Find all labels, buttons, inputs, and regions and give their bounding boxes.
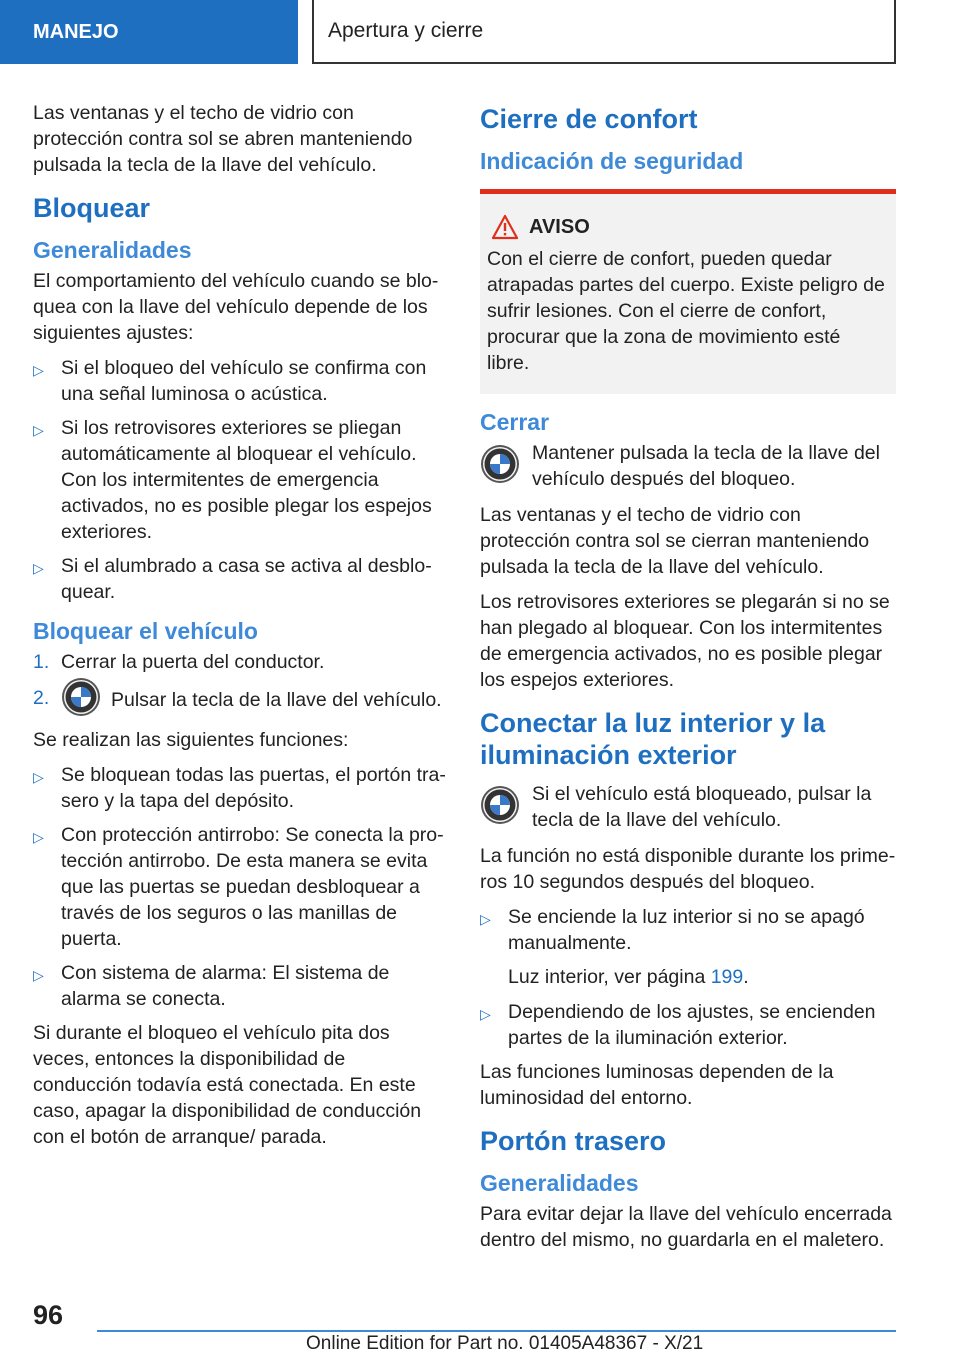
left-column [33,100,448,1159]
generalidades-list [33,355,448,605]
step-item: 2. Pulsar la tecla de la llave del vehículo. [33,685,448,717]
right-column [480,100,896,1262]
warning-header [487,214,888,240]
heading-porton-trasero: Portón trasero [480,1126,667,1156]
cerrar-key-text: Mantener pulsada la tecla de la llave del vehículo después del bloqueo. [532,442,880,490]
triangle-bullet-icon: ▷ [480,911,491,927]
triangle-bullet-icon: ▷ [33,560,44,576]
footer-divider [97,1330,896,1332]
chapter-title: Apertura y cierre [312,0,896,64]
conectar-list [480,904,896,956]
triangle-bullet-icon: ▷ [33,422,44,438]
list-item: ▷ Dependiendo de los ajustes, se encienden partes de la iluminación exterior. [480,1001,876,1049]
triangle-bullet-icon: ▷ [33,769,44,785]
list-item: ▷ Con protección antirrobo: Se conecta la protección antirrobo. De esta manera se evita que las puertas se puedan desbloquear a través de los seguros o las manillas de puerta. [33,824,444,950]
bmw-key-icon [61,677,101,717]
heading-cerrar: Cerrar [480,409,550,435]
luz-interior-reference: Luz interior, ver página 199. [508,966,749,988]
page-header [0,0,960,66]
warning-box [480,189,896,394]
list-item: ▷ Si los retrovisores exteriores se pliegan automáticamente al bloquear el vehículo. Con los intermitentes de emergencia activados, no es posible plegar los espejos exteriores. [33,417,432,543]
step-item: 1. Cerrar la puerta del conductor. [33,651,325,673]
steps-list [33,649,448,717]
list-item: ▷ Se enciende la luz interior si no se apagó manualmente. [480,906,865,954]
heading-indicacion-seguridad: Indicación de seguridad [480,148,744,174]
cerrar-key-row [480,440,896,492]
triangle-bullet-icon: ▷ [33,362,44,378]
section-label: MANEJO [0,0,298,64]
triangle-bullet-icon: ▷ [33,829,44,845]
intro-paragraph: Las ventanas y el techo de vidrio con protección contra sol se abren manteniendo pulsada la tecla de la llave del vehículo. [33,102,413,176]
conectar-key-row [480,781,896,833]
list-item: ▷ Si el alumbrado a casa se activa al desbloquear. [33,555,432,603]
functions-list [33,762,448,1012]
warning-title: AVISO [529,215,590,238]
functions-intro: Se realizan las siguientes funciones: [33,729,349,751]
page-number: 96 [33,1300,64,1330]
conectar-list-2 [480,999,896,1051]
list-item: ▷ Con sistema de alarma: El sistema de alarma se conecta. [33,962,390,1010]
conectar-paragraph-1: La función no está disponible durante los primeros 10 segundos después del bloqueo. [480,845,896,893]
heading-generalidades: Generalidades [33,237,192,263]
heading-cierre-confort: Cierre de confort [480,104,698,134]
final-paragraph: Si durante el bloqueo el vehículo pita dos veces, entonces la disponibilidad de conducción todavía está conectada. En este caso, apagar la disponibilidad de conducción con el botón de arranque/ parada. [33,1022,422,1148]
conectar-paragraph-2: Las funciones luminosas dependen de la luminosidad del entorno. [480,1061,834,1109]
page-link-199[interactable]: 199 [710,966,744,988]
heading-bloquear-vehiculo: Bloquear el vehículo [33,618,258,644]
list-item: ▷ Si el bloqueo del vehículo se confirma con una señal luminosa o acústica. [33,357,427,405]
cerrar-paragraph-1: Las ventanas y el techo de vidrio con protección contra sol se cierran manteniendo pulsada la tecla de la llave del vehículo. [480,504,870,578]
conectar-key-text: Si el vehículo está bloqueado, pulsar la tecla de la llave del vehículo. [532,783,872,831]
bmw-key-icon [480,785,520,825]
porton-text: Para evitar dejar la llave del vehículo encerrada dentro del mismo, no guardarla en el maletero. [480,1203,892,1251]
footer-edition: Online Edition for Part no. 01405A48367 - X/21 [306,1333,704,1354]
warning-triangle-icon [491,214,519,240]
bmw-key-icon [480,444,520,484]
generalidades-text: El comportamiento del vehículo cuando se bloquea con la llave del vehículo depende de los siguientes ajustes: [33,270,439,344]
heading-bloquear: Bloquear [33,193,151,223]
triangle-bullet-icon: ▷ [480,1006,491,1022]
warning-text: Con el cierre de confort, pueden quedar atrapadas partes del cuerpo. Existe peligro de sufrir lesiones. Con el cierre de confort, procurar que la zona de movimiento esté libre. [487,248,885,374]
list-item: ▷ Se bloquean todas las puertas, el portón trasero y la tapa del depósito. [33,764,446,812]
heading-generalidades-2: Generalidades [480,1170,639,1196]
triangle-bullet-icon: ▷ [33,967,44,983]
cerrar-paragraph-2: Los retrovisores exteriores se plegarán si no se han plegado al bloquear. Con los intermitentes de emergencia activados, no es posible plegar los espejos exteriores. [480,591,890,691]
heading-conectar-luz: Conectar la luz interior y la iluminación exterior [480,708,826,770]
